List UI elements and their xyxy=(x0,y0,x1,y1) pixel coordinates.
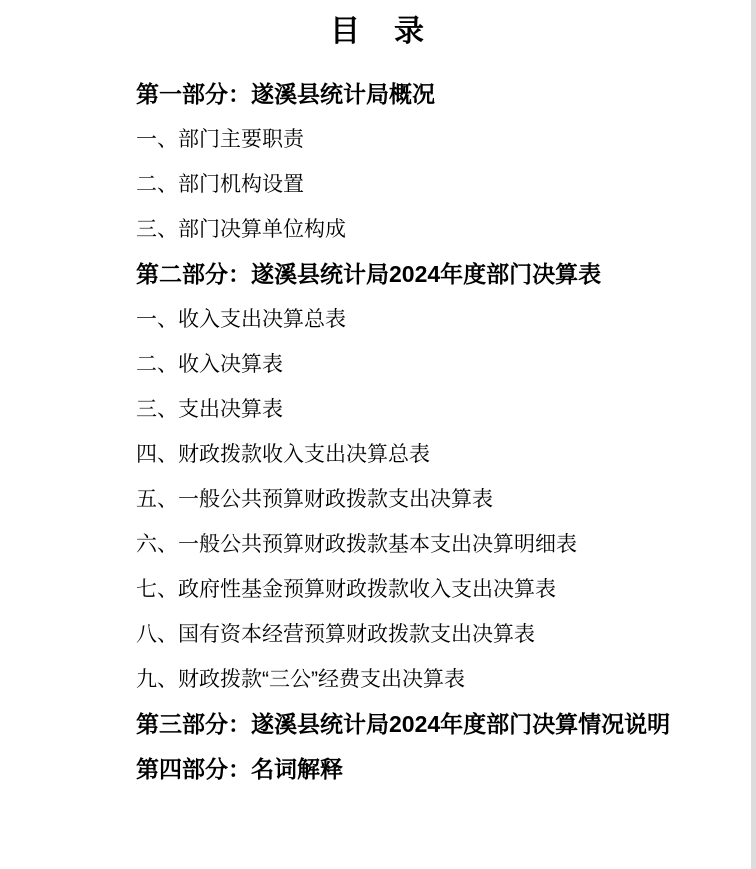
toc-section-heading: 第四部分：名词解释 xyxy=(136,756,343,782)
toc-item: 二、收入决算表 xyxy=(136,353,283,376)
toc-item: 三、支出决算表 xyxy=(136,398,283,421)
toc-section-heading: 第一部分：遂溪县统计局概况 xyxy=(136,81,435,107)
scrollbar-track[interactable] xyxy=(751,0,756,869)
toc-item: 一、部门主要职责 xyxy=(136,128,304,151)
toc-list xyxy=(0,72,756,792)
toc-item: 四、财政拨款收入支出决算总表 xyxy=(136,443,430,466)
toc-item: 八、国有资本经营预算财政拨款支出决算表 xyxy=(136,623,535,646)
toc-item: 三、部门决算单位构成 xyxy=(136,218,346,241)
page-title: 目 录 xyxy=(330,15,426,48)
toc-item: 六、一般公共预算财政拨款基本支出决算明细表 xyxy=(136,533,577,556)
toc-item: 五、一般公共预算财政拨款支出决算表 xyxy=(136,488,493,511)
toc-section-heading: 第二部分：遂溪县统计局2024年度部门决算表 xyxy=(136,261,602,287)
toc-section-heading: 第三部分：遂溪县统计局2024年度部门决算情况说明 xyxy=(136,711,671,737)
toc-item: 一、收入支出决算总表 xyxy=(136,308,346,331)
toc-item: 二、部门机构设置 xyxy=(136,173,304,196)
toc-item: 九、财政拨款“三公”经费支出决算表 xyxy=(136,668,465,691)
toc-item: 七、政府性基金预算财政拨款收入支出决算表 xyxy=(136,578,556,601)
